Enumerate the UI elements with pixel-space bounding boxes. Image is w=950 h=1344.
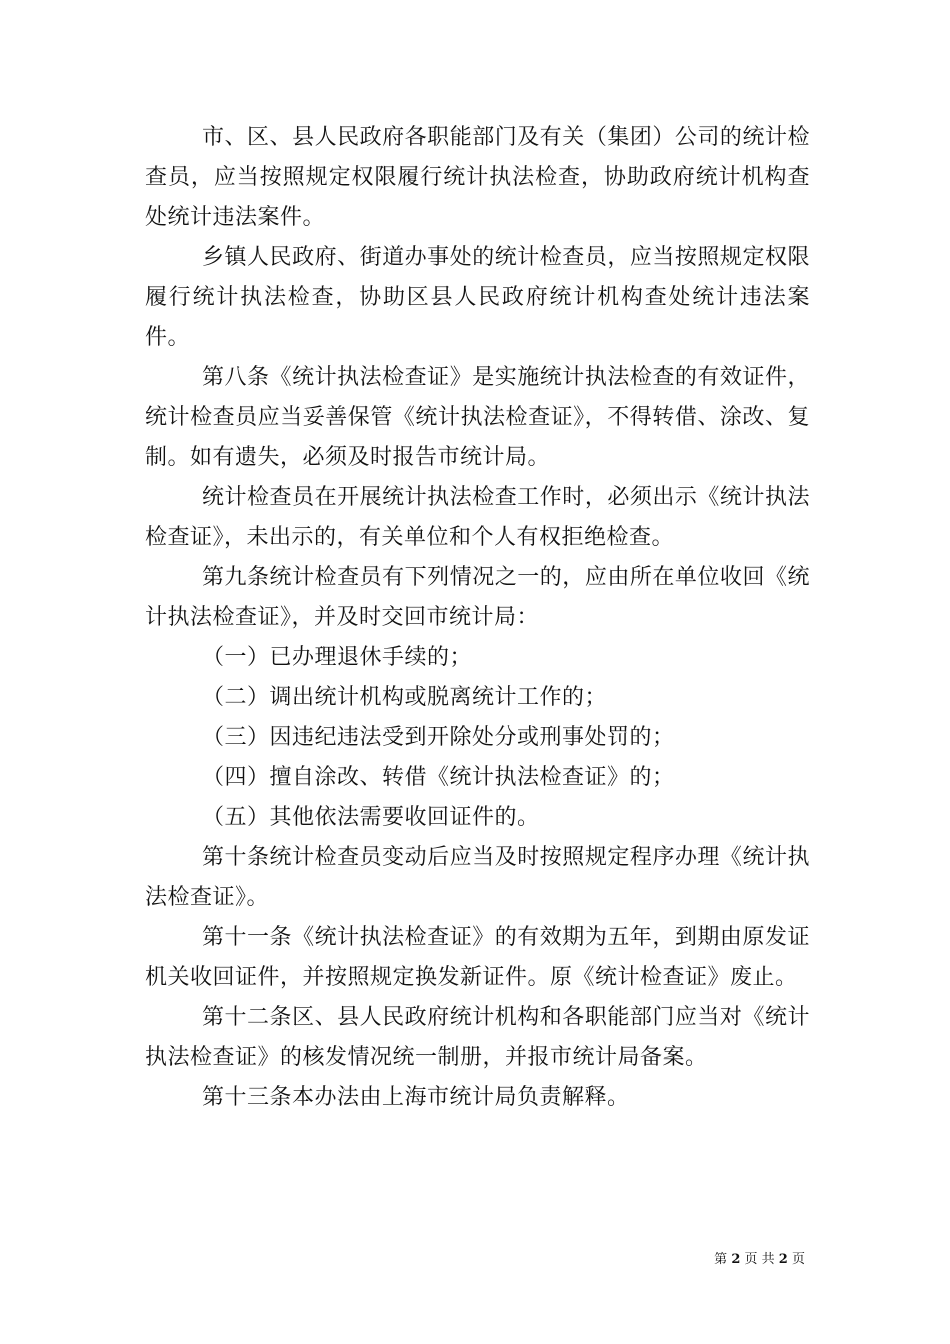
list-item: （一）已办理退休手续的； <box>202 645 473 670</box>
footer-prefix: 第 <box>714 1252 728 1267</box>
paragraph: 市、区、县人民政府各职能部门及有关（集团）公司的统计检查员，应当按照规定权限履行统计执法检查，协助政府统计机构查处统计违法案件。 <box>145 125 810 230</box>
paragraph: 第十条统计检查员变动后应当及时按照规定程序办理《统计执法检查证》。 <box>145 845 810 910</box>
list-item: （二）调出统计机构或脱离统计工作的； <box>202 685 608 710</box>
document-body <box>145 118 810 1118</box>
total-pages-number: 2 <box>778 1252 788 1267</box>
paragraph: 第十二条区、县人民政府统计机构和各职能部门应当对《统计执法检查证》的核发情况统一制册，并报市统计局备案。 <box>145 1005 810 1070</box>
paragraph: 第十一条《统计执法检查证》的有效期为五年，到期由原发证机关收回证件，并按照规定换发新证件。原《统计检查证》废止。 <box>145 925 810 990</box>
current-page-number: 2 <box>731 1252 741 1267</box>
paragraph: 第八条《统计执法检查证》是实施统计执法检查的有效证件，统计检查员应当妥善保管《统计执法检查证》，不得转借、涂改、复制。如有遗失，必须及时报告市统计局。 <box>145 365 810 470</box>
list-item: （五）其他依法需要收回证件的。 <box>202 805 540 830</box>
paragraph: 统计检查员在开展统计执法检查工作时，必须出示《统计执法检查证》，未出示的，有关单位和个人有权拒绝检查。 <box>145 485 810 550</box>
list-item: （四）擅自涂改、转借《统计执法检查证》的； <box>202 765 675 790</box>
paragraph: 第九条统计检查员有下列情况之一的，应由所在单位收回《统计执法检查证》，并及时交回市统计局： <box>145 565 810 630</box>
footer-suffix: 页 <box>791 1252 805 1267</box>
paragraph: 乡镇人民政府、街道办事处的统计检查员，应当按照规定权限履行统计执法检查，协助区县人民政府统计机构查处统计违法案件。 <box>145 245 810 350</box>
footer-middle: 页 共 <box>744 1252 775 1267</box>
paragraph: 第十三条本办法由上海市统计局负责解释。 <box>202 1085 630 1110</box>
list-item: （三）因违纪违法受到开除处分或刑事处罚的； <box>202 725 675 750</box>
page-number-footer <box>714 1248 805 1267</box>
